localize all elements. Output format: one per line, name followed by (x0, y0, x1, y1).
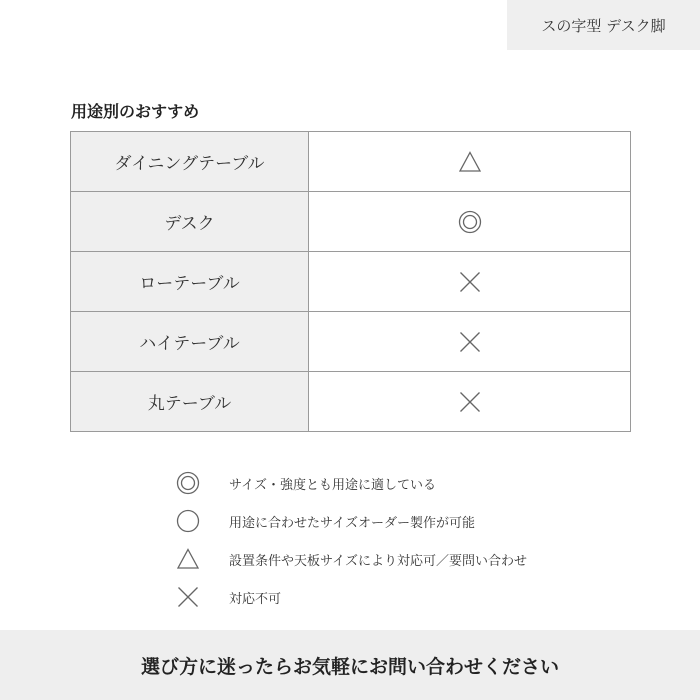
table-row (71, 372, 631, 432)
rating-cell (309, 252, 631, 312)
table-row (71, 312, 631, 372)
legend-symbol (176, 585, 200, 609)
usage-label: ローテーブル (71, 252, 309, 312)
contact-banner: 選び方に迷ったらお気軽にお問い合わせください (0, 630, 700, 700)
legend-item (176, 540, 527, 578)
circle-icon (176, 509, 200, 533)
rating-cell (309, 312, 631, 372)
double-circle-icon (176, 471, 200, 495)
legend-symbol (176, 509, 200, 533)
product-tag: スの字型 デスク脚 (507, 0, 700, 50)
usage-label: デスク (71, 192, 309, 252)
section-title: 用途別のおすすめ (71, 102, 200, 121)
rating-cell (309, 372, 631, 432)
usage-label: ダイニングテーブル (71, 132, 309, 192)
cross-icon (458, 270, 482, 294)
legend-text: サイズ・強度とも用途に適している (229, 477, 436, 493)
table-row (71, 252, 631, 312)
legend (176, 464, 527, 616)
legend-symbol (176, 547, 200, 571)
cross-icon (458, 330, 482, 354)
usage-label: 丸テーブル (71, 372, 309, 432)
table-row (71, 132, 631, 192)
legend-item (176, 464, 527, 502)
double-circle-icon (458, 210, 482, 234)
cross-icon (458, 390, 482, 414)
legend-symbol (176, 471, 200, 495)
triangle-icon (458, 150, 482, 174)
legend-text: 対応不可 (229, 591, 282, 607)
table-row (71, 192, 631, 252)
legend-item (176, 578, 527, 616)
cross-icon (176, 585, 200, 609)
rating-cell (309, 132, 631, 192)
usage-label: ハイテーブル (71, 312, 309, 372)
legend-text: 設置条件や天板サイズにより対応可／要問い合わせ (229, 553, 527, 569)
legend-text: 用途に合わせたサイズオーダー製作が可能 (229, 515, 475, 531)
usage-table (70, 131, 631, 432)
legend-item (176, 502, 527, 540)
triangle-icon (176, 547, 200, 571)
rating-cell (309, 192, 631, 252)
